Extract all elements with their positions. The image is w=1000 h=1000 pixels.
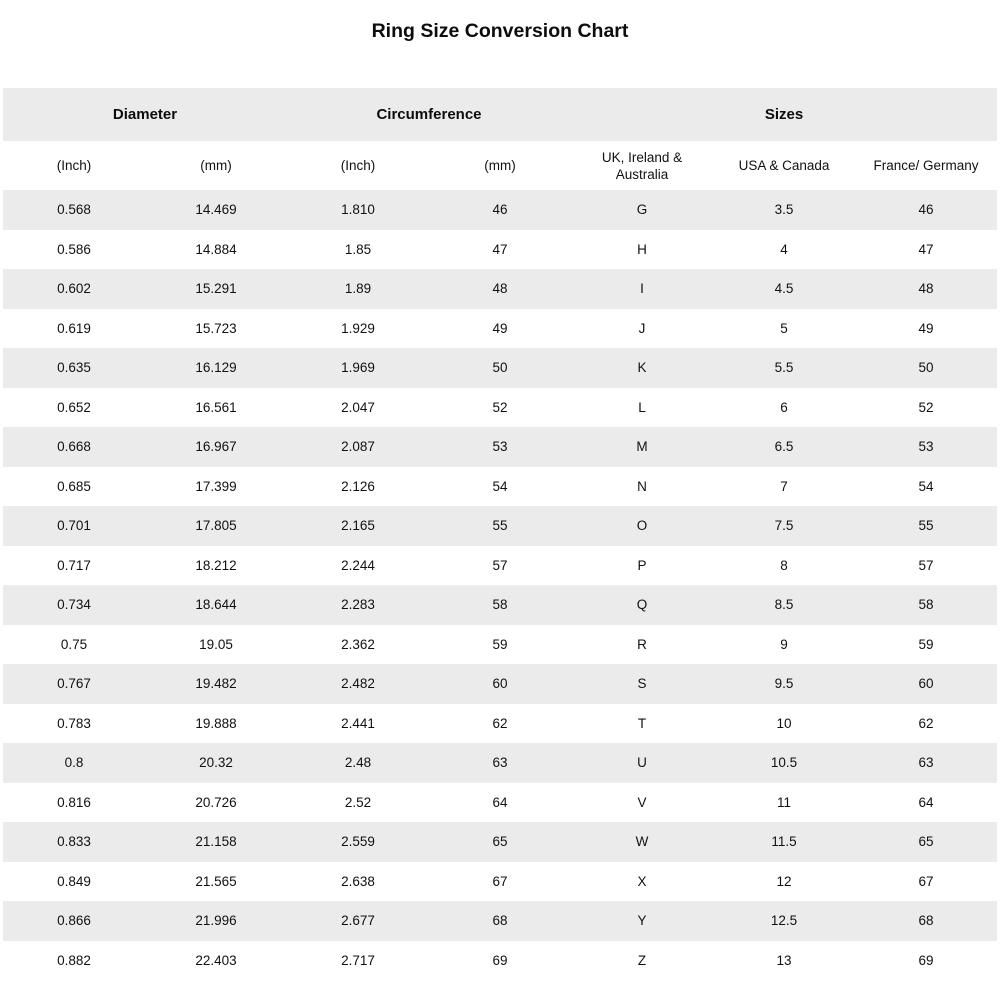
table-cell: U [637,755,647,771]
table-row [3,309,997,349]
table-row [3,783,997,823]
table-cell: 2.244 [341,557,375,573]
table-body [3,190,997,980]
column-header-diameter-mm: (mm) [145,141,287,190]
table-row [3,506,997,546]
table-cell: 20.726 [195,794,237,810]
table-cell: 4.5 [774,281,794,297]
table-cell: 1.85 [344,241,372,257]
table-cell: 59 [918,636,934,652]
table-cell: 1.969 [341,360,375,376]
table-cell: 48 [918,281,934,297]
table-cell: 2.482 [341,676,375,692]
table-cell: 21.996 [195,913,237,929]
page-title: Ring Size Conversion Chart [371,20,629,42]
table-row [3,230,997,270]
column-header-circumference-inch: (Inch) [287,141,429,190]
table-cell: 2.52 [344,794,372,810]
table-cell: 21.565 [195,873,237,889]
table-cell: 54 [918,478,934,494]
table-cell: 17.399 [195,478,237,494]
table-cell: 0.75 [60,636,88,652]
table-cell: 52 [918,399,934,415]
table-cell: 0.652 [57,399,91,415]
table-cell: 68 [918,913,934,929]
table-row [3,467,997,507]
table-cell: 0.866 [57,913,91,929]
column-header-uk-ireland-australia: UK, Ireland & Australia [571,141,713,190]
table-cell: 0.619 [57,320,91,336]
table-cell: X [637,873,647,889]
table-cell: 8 [780,557,788,573]
table-cell: 21.158 [195,834,237,850]
table-cell: N [637,478,647,494]
table-cell: 10.5 [770,755,798,771]
table-cell: 5 [780,320,788,336]
table-row [3,427,997,467]
table-cell: 15.723 [195,320,237,336]
table-cell: 65 [492,834,508,850]
table-row [3,585,997,625]
table-cell: 59 [492,636,508,652]
table-cell: 0.783 [57,715,91,731]
table-cell: 0.734 [57,597,91,613]
table-cell: 0.833 [57,834,91,850]
table-row [3,901,997,941]
column-header-france-germany: France/ Germany [855,141,997,190]
table-cell: H [637,241,647,257]
table-header [3,88,997,190]
ring-size-conversion-table [3,88,997,980]
table-cell: J [638,320,646,336]
table-cell: 52 [492,399,508,415]
table-cell: 64 [492,794,508,810]
table-cell: 49 [918,320,934,336]
table-row [3,625,997,665]
table-cell: T [637,715,647,731]
table-cell: M [636,439,648,455]
table-cell: 7.5 [774,518,794,534]
table-cell: 9.5 [774,676,794,692]
sub-header-row [3,141,997,190]
table-cell: 58 [918,597,934,613]
table-cell: 47 [492,241,508,257]
table-cell: 17.805 [195,518,237,534]
table-cell: 13 [776,952,792,968]
table-cell: 0.701 [57,518,91,534]
table-cell: S [637,676,647,692]
table-cell: 0.882 [57,952,91,968]
table-cell: 67 [492,873,508,889]
table-cell: 0.767 [57,676,91,692]
table-cell: 15.291 [195,281,237,297]
table-cell: 0.849 [57,873,91,889]
table-cell: 58 [492,597,508,613]
table-cell: 0.668 [57,439,91,455]
table-cell: 12.5 [770,913,798,929]
table-cell: 64 [918,794,934,810]
table-cell: I [640,281,644,297]
table-cell: 53 [918,439,934,455]
table-cell: 2.48 [344,755,372,771]
table-cell: 1.89 [344,281,372,297]
table-cell: 2.047 [341,399,375,415]
table-cell: 55 [918,518,934,534]
table-row [3,388,997,428]
table-cell: Q [636,597,648,613]
table-cell: 67 [918,873,934,889]
table-row [3,743,997,783]
table-cell: L [638,399,646,415]
table-row [3,269,997,309]
table-cell: 50 [492,360,508,376]
table-cell: 19.888 [195,715,237,731]
table-cell: 16.967 [195,439,237,455]
table-cell: 9 [780,636,788,652]
group-header-sizes: Sizes [571,88,997,141]
table-cell: 69 [918,952,934,968]
table-cell: 6 [780,399,788,415]
table-cell: Z [637,952,647,968]
group-header-diameter: Diameter [3,88,287,141]
table-row [3,190,997,230]
table-cell: 1.810 [341,202,375,218]
table-cell: 62 [492,715,508,731]
table-cell: 2.126 [341,478,375,494]
group-header-circumference: Circumference [287,88,571,141]
table-cell: 0.8 [64,755,84,771]
table-cell: 0.635 [57,360,91,376]
table-cell: K [637,360,647,376]
table-cell: 1.929 [341,320,375,336]
table-cell: 11 [776,794,791,810]
column-header-circumference-mm: (mm) [429,141,571,190]
table-cell: 49 [492,320,508,336]
table-cell: 65 [918,834,934,850]
table-cell: 54 [492,478,508,494]
table-row [3,862,997,902]
column-header-usa-canada: USA & Canada [713,141,855,190]
table-cell: 2.283 [341,597,375,613]
table-cell: V [637,794,647,810]
table-row [3,348,997,388]
table-cell: 19.482 [195,676,237,692]
table-cell: 46 [918,202,934,218]
table-cell: 2.677 [341,913,375,929]
table-row [3,941,997,981]
table-cell: 0.602 [57,281,91,297]
table-row [3,546,997,586]
table-cell: 10 [776,715,792,731]
table-cell: 8.5 [774,597,794,613]
table-cell: 2.717 [341,952,375,968]
table-cell: 3.5 [774,202,794,218]
table-cell: 47 [918,241,934,257]
table-cell: 22.403 [195,952,237,968]
table-row [3,664,997,704]
table-cell: 0.816 [57,794,91,810]
table-cell: 0.586 [57,241,91,257]
table-cell: P [637,557,647,573]
table-cell: G [636,202,648,218]
table-cell: 63 [492,755,508,771]
table-cell: 46 [492,202,508,218]
table-cell: 18.644 [195,597,237,613]
table-cell: 16.561 [195,399,237,415]
table-cell: 69 [492,952,508,968]
table-cell: 2.441 [341,715,375,731]
table-cell: O [636,518,648,534]
table-cell: 2.087 [341,439,375,455]
table-cell: 14.884 [195,241,237,257]
table-cell: 48 [492,281,508,297]
table-cell: 0.685 [57,478,91,494]
table-cell: R [637,636,647,652]
table-cell: 0.717 [57,557,91,573]
table-cell: 4 [780,241,788,257]
column-header-diameter-inch: (Inch) [3,141,145,190]
table-cell: 50 [918,360,934,376]
table-cell: 55 [492,518,508,534]
table-cell: 2.638 [341,873,375,889]
table-cell: 62 [918,715,934,731]
table-cell: 57 [918,557,934,573]
table-cell: W [635,834,649,850]
table-cell: 53 [492,439,508,455]
table-cell: 2.559 [341,834,375,850]
table-cell: 6.5 [774,439,794,455]
table-row [3,822,997,862]
table-cell: 60 [918,676,934,692]
table-cell: 20.32 [199,755,233,771]
table-cell: 2.165 [341,518,375,534]
table-cell: 0.568 [57,202,91,218]
table-cell: 5.5 [774,360,794,376]
group-header-row [3,88,997,141]
table-cell: 12 [776,873,792,889]
table-cell: 11.5 [771,834,797,850]
table-cell: Y [637,913,647,929]
table-cell: 2.362 [341,636,375,652]
table-cell: 18.212 [195,557,237,573]
table-cell: 63 [918,755,934,771]
table-cell: 19.05 [199,636,233,652]
table-cell: 68 [492,913,508,929]
table-cell: 16.129 [195,360,237,376]
table-cell: 14.469 [195,202,237,218]
table-row [3,704,997,744]
table-cell: 60 [492,676,508,692]
table-cell: 7 [780,478,788,494]
table-cell: 57 [492,557,508,573]
